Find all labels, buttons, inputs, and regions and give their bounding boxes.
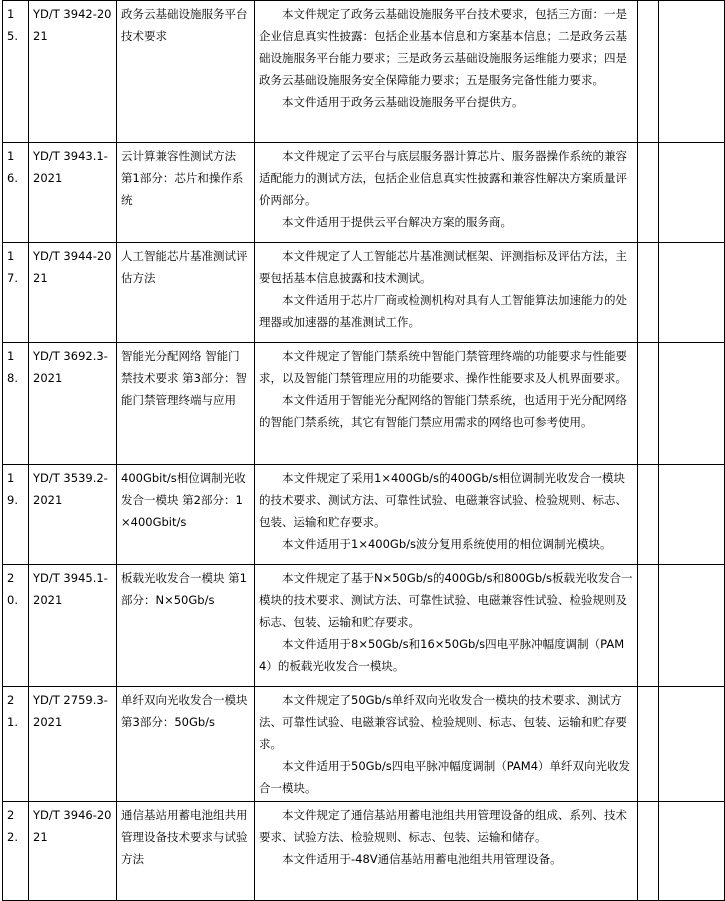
description-paragraph: 本文件规定了政务云基础设施服务平台技术要求，包括三方面：一是企业信息真实性披露：包括企业基本信息和方案基本信息；二是政务云基础设施服务平台能力要求；三是政务云基础设施服务运维能力要求；四是政务云基础设施服务安全保障能力要求；五是服务完备性能力要求。 [259, 7, 627, 87]
standard-description [255, 802, 638, 901]
description-paragraph: 本文件适用于-48V通信基站用蓄电池组共用管理设备。 [282, 852, 562, 866]
description-paragraph: 本文件适用于政务云基础设施服务平台提供方。 [282, 95, 524, 109]
description-paragraph: 本文件适用于1×400Gb/s波分复用系统使用的相位调制光模块。 [282, 537, 612, 551]
standard-code: YD/T 3692.3-2021 [29, 343, 117, 465]
empty-cell [659, 243, 725, 343]
description-paragraph: 本文件规定了50Gb/s单纤双向光收发合一模块的技术要求、测试方法、可靠性试验、电磁兼容试验、检验规则、标志、包装、运输和贮存要求。 [259, 693, 627, 751]
empty-cell [638, 343, 659, 465]
empty-cell [659, 1, 725, 143]
empty-cell [659, 565, 725, 687]
standard-code: YD/T 3942-2021 [29, 1, 117, 143]
standard-description [255, 343, 638, 465]
standard-code: YD/T 3943.1-2021 [29, 143, 117, 243]
standard-title: 人工智能芯片基准测试评估方法 [117, 243, 255, 343]
standards-table [2, 0, 725, 901]
standard-title: 单纤双向光收发合一模块 第3部分：50Gb/s [117, 687, 255, 802]
table-row [3, 565, 725, 687]
description-paragraph: 本文件适用于智能光分配网络的智能门禁系统，也适用于光分配网络的智能门禁系统，其它有智能门禁应用需求的网络也可参考使用。 [259, 393, 627, 429]
description-paragraph: 本文件规定了智能门禁系统中智能门禁管理终端的功能要求与性能要求，以及智能门禁管理应用的功能要求、操作性能要求及人机界面要求。 [259, 349, 627, 385]
table-row [3, 687, 725, 802]
standard-title: 通信基站用蓄电池组共用管理设备技术要求与试验方法 [117, 802, 255, 901]
description-paragraph: 本文件规定了通信基站用蓄电池组共用管理设备的组成、系列、技术要求、试验方法、检验规则、标志、包装、运输和储存。 [259, 808, 627, 844]
standard-code: YD/T 3945.1-2021 [29, 565, 117, 687]
empty-cell [638, 687, 659, 802]
standard-title: 政务云基础设施服务平台技术要求 [117, 1, 255, 143]
row-number: 20. [3, 565, 29, 687]
description-paragraph: 本文件规定了基于N×50Gb/s的400Gb/s和800Gb/s板载光收发合一模块的技术要求、测试方法、可靠性试验、电磁兼容性试验、检验规则及标志、包装、运输和贮存要求。 [259, 571, 633, 629]
row-number: 15. [3, 1, 29, 143]
standard-description [255, 243, 638, 343]
empty-cell [638, 1, 659, 143]
row-number: 19. [3, 465, 29, 565]
row-number: 18. [3, 343, 29, 465]
table-row [3, 1, 725, 143]
standard-description [255, 465, 638, 565]
table-row [3, 343, 725, 465]
standard-code: YD/T 3944-2021 [29, 243, 117, 343]
empty-cell [659, 343, 725, 465]
standard-code: YD/T 3539.2-2021 [29, 465, 117, 565]
table-row [3, 465, 725, 565]
description-paragraph: 本文件规定了云平台与底层服务器计算芯片、服务器操作系统的兼容适配能力的测试方法，包括企业信息真实性披露和兼容性解决方案质量评价两部分。 [259, 149, 627, 207]
table-row [3, 143, 725, 243]
standards-table-body [3, 1, 725, 901]
standard-description [255, 565, 638, 687]
empty-cell [659, 687, 725, 802]
standard-description [255, 687, 638, 802]
standard-code: YD/T 2759.3-2021 [29, 687, 117, 802]
standard-title: 板载光收发合一模块 第1部分：N×50Gb/s [117, 565, 255, 687]
row-number: 22. [3, 802, 29, 901]
description-paragraph: 本文件规定了采用1×400Gb/s的400Gb/s相位调制光收发合一模块的技术要求、测试方法、可靠性试验、电磁兼容试验、检验规则、标志、包装、运输和贮存要求。 [259, 471, 627, 529]
empty-cell [659, 465, 725, 565]
standard-title: 云计算兼容性测试方法 第1部分：芯片和操作系统 [117, 143, 255, 243]
table-row [3, 243, 725, 343]
row-number: 21. [3, 687, 29, 802]
row-number: 17. [3, 243, 29, 343]
standard-description [255, 143, 638, 243]
empty-cell [659, 802, 725, 901]
empty-cell [638, 243, 659, 343]
empty-cell [638, 802, 659, 901]
empty-cell [638, 465, 659, 565]
standard-title: 400Gbit/s相位调制光收发合一模块 第2部分：1×400Gbit/s [117, 465, 255, 565]
row-number: 16. [3, 143, 29, 243]
standard-code: YD/T 3946-2021 [29, 802, 117, 901]
description-paragraph: 本文件适用于8×50Gb/s和16×50Gb/s四电平脉冲幅度调制（PAM4）的板载光收发合一模块。 [259, 637, 625, 673]
description-paragraph: 本文件适用于芯片厂商或检测机构对具有人工智能算法加速能力的处理器或加速器的基准测试工作。 [259, 293, 627, 329]
description-paragraph: 本文件适用于提供云平台解决方案的服务商。 [282, 215, 512, 229]
standard-description [255, 1, 638, 143]
description-paragraph: 本文件规定了人工智能芯片基准测试框架、评测指标及评估方法，主要包括基本信息披露和技术测试。 [259, 249, 627, 285]
empty-cell [638, 143, 659, 243]
empty-cell [638, 565, 659, 687]
table-row [3, 802, 725, 901]
standard-title: 智能光分配网络 智能门禁技术要求 第3部分：智能门禁管理终端与应用 [117, 343, 255, 465]
description-paragraph: 本文件适用于50Gb/s四电平脉冲幅度调制（PAM4）单纤双向光收发合一模块。 [259, 759, 631, 795]
empty-cell [659, 143, 725, 243]
